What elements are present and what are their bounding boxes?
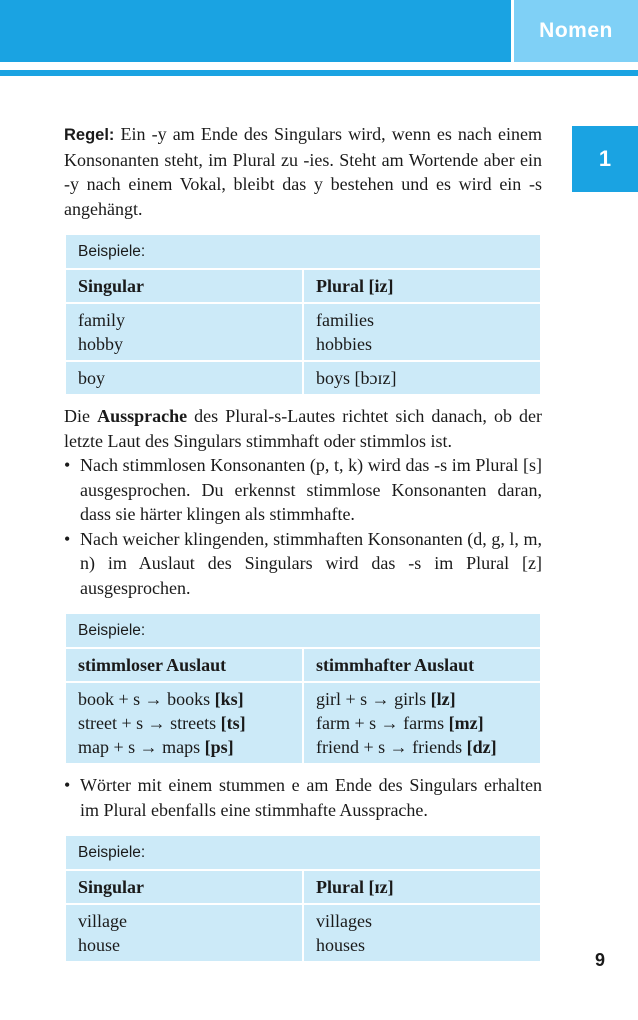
rule-label: Regel: — [64, 126, 115, 144]
chapter-tab — [572, 126, 638, 192]
example-line: girl + s → girls [lz] — [316, 689, 456, 709]
example-line: street + s → streets [ts] — [78, 713, 246, 733]
table-row — [65, 361, 541, 395]
examples-table-mute-e — [64, 834, 542, 963]
keyword-aussprache: Aussprache — [97, 406, 188, 426]
table-cell — [65, 682, 303, 764]
rule-text: Ein -y am Ende des Singulars wird, wenn es nach einem Konsonanten steht, im Plural zu -ies. Steht am Wortende aber ein -y nach einem Vokal, bleibt das y bestehen und es wird ein -s angehängt. — [64, 124, 542, 219]
example-line: farm + s → farms [mz] — [316, 713, 484, 733]
plural-word: villages — [316, 911, 372, 931]
list-item: • Nach stimmlosen Konsonanten (p, t, k) wird das -s im Plural [s] ausgesprochen. Du erkennst stimmlose Konsonanten daran, dass sie härter klingen als stimmhafte. — [64, 455, 542, 524]
example-line: friend + s → friends [dz] — [316, 737, 497, 757]
table-caption: Beispiele: — [65, 835, 541, 870]
column-header-voiced: stimmhafter Auslaut — [303, 648, 541, 682]
singular-word: hobby — [78, 334, 123, 354]
singular-word: house — [78, 935, 120, 955]
page-number: 9 — [594, 950, 605, 970]
header-rule — [0, 70, 638, 76]
column-header-singular: Singular — [65, 870, 303, 904]
plural-word: boys [bɔɪz] — [316, 368, 397, 388]
page-content — [64, 122, 542, 963]
table-cell — [303, 361, 541, 395]
examples-table-voicing — [64, 612, 542, 765]
table-row — [65, 682, 541, 764]
section-title-tab — [514, 0, 638, 62]
example-line: book + s → books [ks] — [78, 689, 244, 709]
table-cell — [303, 682, 541, 764]
column-header-singular: Singular — [65, 269, 303, 303]
pronunciation-intro: Die Aussprache des Plural-s-Lautes richtet sich danach, ob der letzte Laut des Singulars stimmhaft oder stimmlos ist. — [64, 406, 542, 451]
singular-word: village — [78, 911, 127, 931]
examples-table-y-plural — [64, 233, 542, 396]
example-line: map + s → maps [ps] — [78, 737, 234, 757]
section-title: Nomen — [539, 19, 613, 42]
table-caption: Beispiele: — [65, 234, 541, 269]
rule-paragraph — [64, 122, 542, 221]
singular-word: boy — [78, 368, 105, 388]
table-row — [65, 303, 541, 361]
table-cell — [65, 303, 303, 361]
pronunciation-list — [64, 453, 542, 600]
table-cell — [65, 361, 303, 395]
column-header-voiceless: stimmloser Auslaut — [65, 648, 303, 682]
plural-word: houses — [316, 935, 365, 955]
mute-e-list — [64, 773, 542, 822]
chapter-number: 1 — [598, 146, 612, 171]
list-item: • Nach weicher klingenden, stimmhaften Konsonanten (d, g, l, m, n) im Auslaut des Singulars wird das -s im Plural [z] ausgesprochen. — [64, 528, 542, 598]
list-item: • Wörter mit einem stummen e am Ende des Singulars erhalten im Plural ebenfalls eine stimmhafte Aussprache. — [64, 775, 542, 820]
table-cell — [65, 904, 303, 962]
column-header-plural: Plural [ɪz] — [303, 870, 541, 904]
column-header-plural: Plural [iz] — [303, 269, 541, 303]
plural-word: hobbies — [316, 334, 372, 354]
singular-word: family — [78, 310, 125, 330]
header-bar — [0, 0, 511, 62]
plural-word: families — [316, 310, 374, 330]
table-caption: Beispiele: — [65, 613, 541, 648]
table-cell — [303, 303, 541, 361]
table-row — [65, 904, 541, 962]
table-cell — [303, 904, 541, 962]
